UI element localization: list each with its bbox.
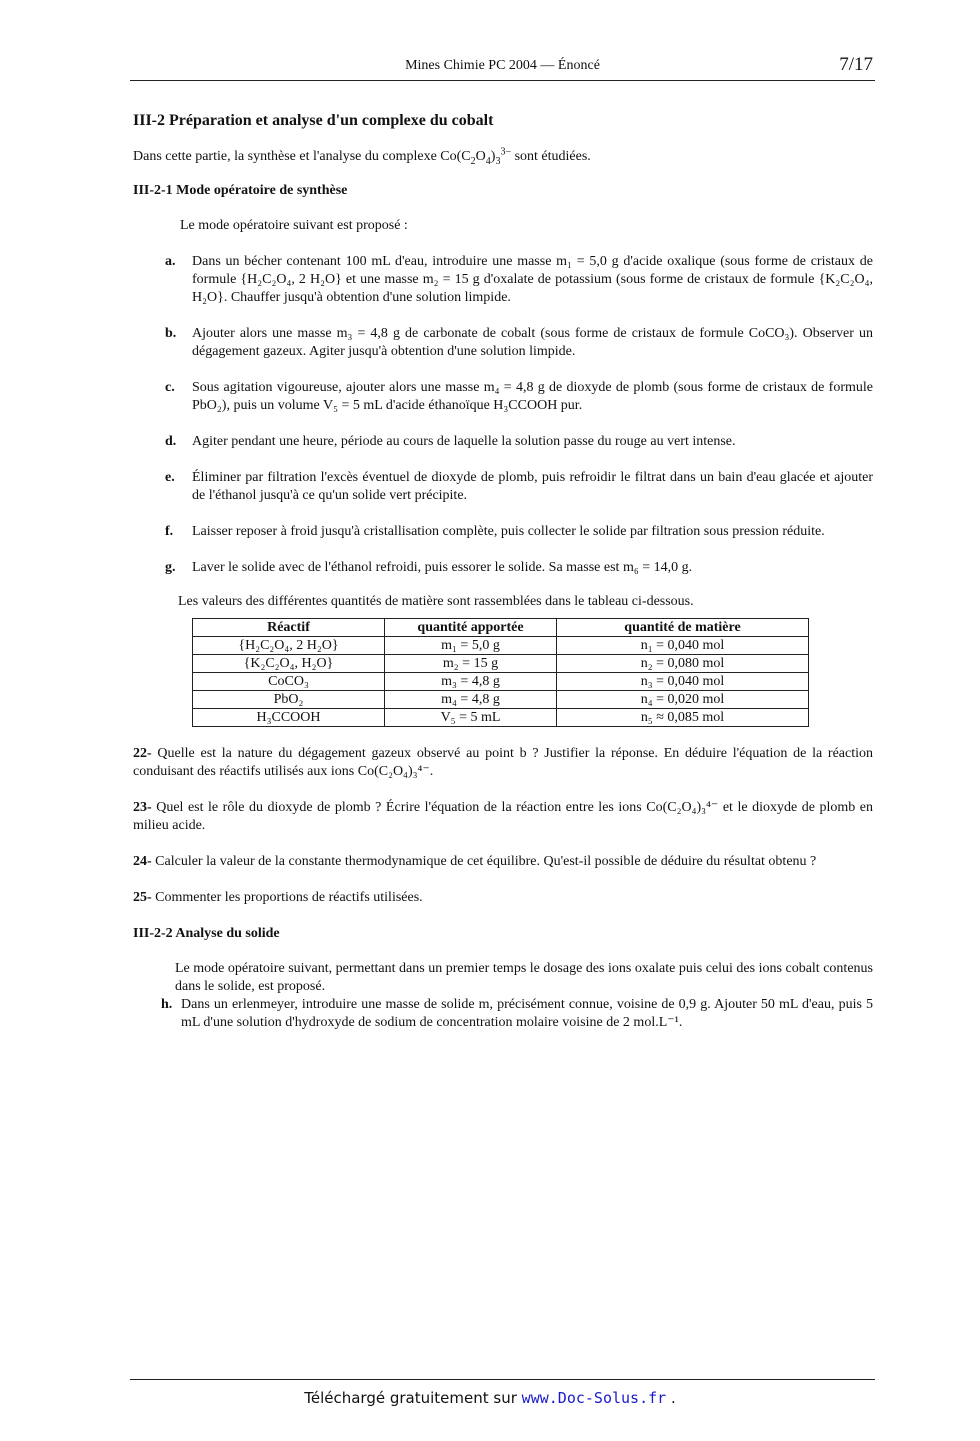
table-cell: n₅ ≈ 0,085 mol	[557, 709, 809, 727]
header-title: Mines Chimie PC 2004 — Énoncé	[405, 58, 600, 73]
table-row	[193, 691, 809, 709]
page-header	[130, 56, 875, 81]
page-footer	[0, 1389, 980, 1407]
page-number: 7/17	[839, 54, 873, 75]
step-a: a. Dans un bécher contenant 100 mL d'eau, introduire une masse m₁ = 5,0 g d'acide oxalique (sous forme de cristaux de formule {H₂C₂O₄, 2 H₂O} et une masse m₂ = 15 g d'oxalate de potassium (sous forme de cristaux de formule {K₂C₂O₄, H₂O}. Chauffer jusqu'à obtention d'une solution limpide.	[165, 254, 873, 305]
table-cell: m₁ = 5,0 g	[385, 637, 557, 655]
table-cell: m₃ = 4,8 g	[385, 673, 557, 691]
table-cell: n₂ = 0,080 mol	[557, 655, 809, 673]
table-cell: n₄ = 0,020 mol	[557, 691, 809, 709]
analysis-intro: Le mode opératoire suivant, permettant dans un premier temps le dosage des ions oxalate puis celui des ions cobalt contenus dans le solide, est proposé.	[175, 961, 873, 994]
page-content	[133, 108, 873, 1032]
question-22: 22- Quelle est la nature du dégagement gazeux observé au point b ? Justifier la réponse. En déduire l'équation de la réaction conduisant des réactifs utilisés aux ions Co(C₂O₄)₃⁴⁻.	[133, 746, 873, 779]
step-e: e. Éliminer par filtration l'excès éventuel de dioxyde de plomb, puis refroidir le filtrat dans un bain d'eau glacée et ajouter de l'éthanol jusqu'à ce qu'un solide vert précipite.	[165, 470, 873, 503]
subsection-title-analysis: III-2-2 Analyse du solide	[133, 926, 280, 941]
footer-divider	[130, 1379, 875, 1380]
table-cell: CoCO₃	[193, 673, 385, 691]
table-cell: n₃ = 0,040 mol	[557, 673, 809, 691]
question-24: 24- Calculer la valeur de la constante thermodynamique de cet équilibre. Qu'est-il possible de déduire du résultat obtenu ?	[133, 854, 817, 869]
table-header: quantité de matière	[557, 619, 809, 637]
step-h: h. Dans un erlenmeyer, introduire une masse de solide m, précisément connue, voisine de 0,9 g. Ajouter 50 mL d'eau, puis 5 mL d'une solution d'hydroxyde de sodium de concentration molaire voisine de 2 mol.L⁻¹.	[161, 997, 873, 1030]
footer-link[interactable]: www.Doc-Solus.fr	[521, 1389, 667, 1407]
procedure-steps	[165, 253, 873, 577]
procedure-intro: Le mode opératoire suivant est proposé :	[180, 218, 408, 233]
section-intro: Dans cette partie, la synthèse et l'analyse du complexe $Co(C_2O_4)_3^{3-}$ sont étudiées.	[133, 146, 591, 167]
table-header-row	[193, 619, 809, 637]
table-cell: V₅ = 5 mL	[385, 709, 557, 727]
table-cell: {H₂C₂O₄, 2 H₂O}	[193, 637, 385, 655]
step-g: g. Laver le solide avec de l'éthanol refroidi, puis essorer le solide. Sa masse est m₆ = 14,0 g.	[165, 560, 693, 575]
analysis-procedure	[161, 960, 873, 1032]
table-cell: m₂ = 15 g	[385, 655, 557, 673]
step-f: f. Laisser reposer à froid jusqu'à cristallisation complète, puis collecter le solide par filtration sous pression réduite.	[165, 524, 825, 539]
table-row	[193, 673, 809, 691]
table-header: Réactif	[193, 619, 385, 637]
subsection-title-synthesis: III-2-1 Mode opératoire de synthèse	[133, 183, 348, 198]
table-cell: H₃CCOOH	[193, 709, 385, 727]
step-d: d. Agiter pendant une heure, période au cours de laquelle la solution passe du rouge au vert intense.	[165, 434, 736, 449]
reagents-table	[192, 618, 809, 727]
section-title: III-2 Préparation et analyse d'un complexe du cobalt	[133, 112, 494, 129]
question-23: 23- Quel est le rôle du dioxyde de plomb ? Écrire l'équation de la réaction entre les ions Co(C₂O₄)₃⁴⁻ et le dioxyde de plomb en milieu acide.	[133, 800, 873, 833]
table-caption: Les valeurs des différentes quantités de matière sont rassemblées dans le tableau ci-dessous.	[178, 594, 694, 609]
question-25: 25- Commenter les proportions de réactifs utilisées.	[133, 890, 423, 905]
step-b: b. Ajouter alors une masse m₃ = 4,8 g de carbonate de cobalt (sous forme de cristaux de formule CoCO₃). Observer un dégagement gazeux. Agiter jusqu'à obtention d'une solution limpide.	[165, 326, 873, 359]
table-cell: PbO₂	[193, 691, 385, 709]
table-cell: m₄ = 4,8 g	[385, 691, 557, 709]
table-row	[193, 709, 809, 727]
table-cell: {K₂C₂O₄, H₂O}	[193, 655, 385, 673]
step-c: c. Sous agitation vigoureuse, ajouter alors une masse m₄ = 4,8 g de dioxyde de plomb (sous forme de cristaux de formule PbO₂), puis un volume V₅ = 5 mL d'acide éthanoïque H₃CCOOH pur.	[165, 380, 873, 413]
table-header: quantité apportée	[385, 619, 557, 637]
footer-text: Téléchargé gratuitement sur	[304, 1389, 517, 1407]
table-row	[193, 637, 809, 655]
table-cell: n₁ = 0,040 mol	[557, 637, 809, 655]
table-row	[193, 655, 809, 673]
footer-end: .	[670, 1389, 676, 1407]
